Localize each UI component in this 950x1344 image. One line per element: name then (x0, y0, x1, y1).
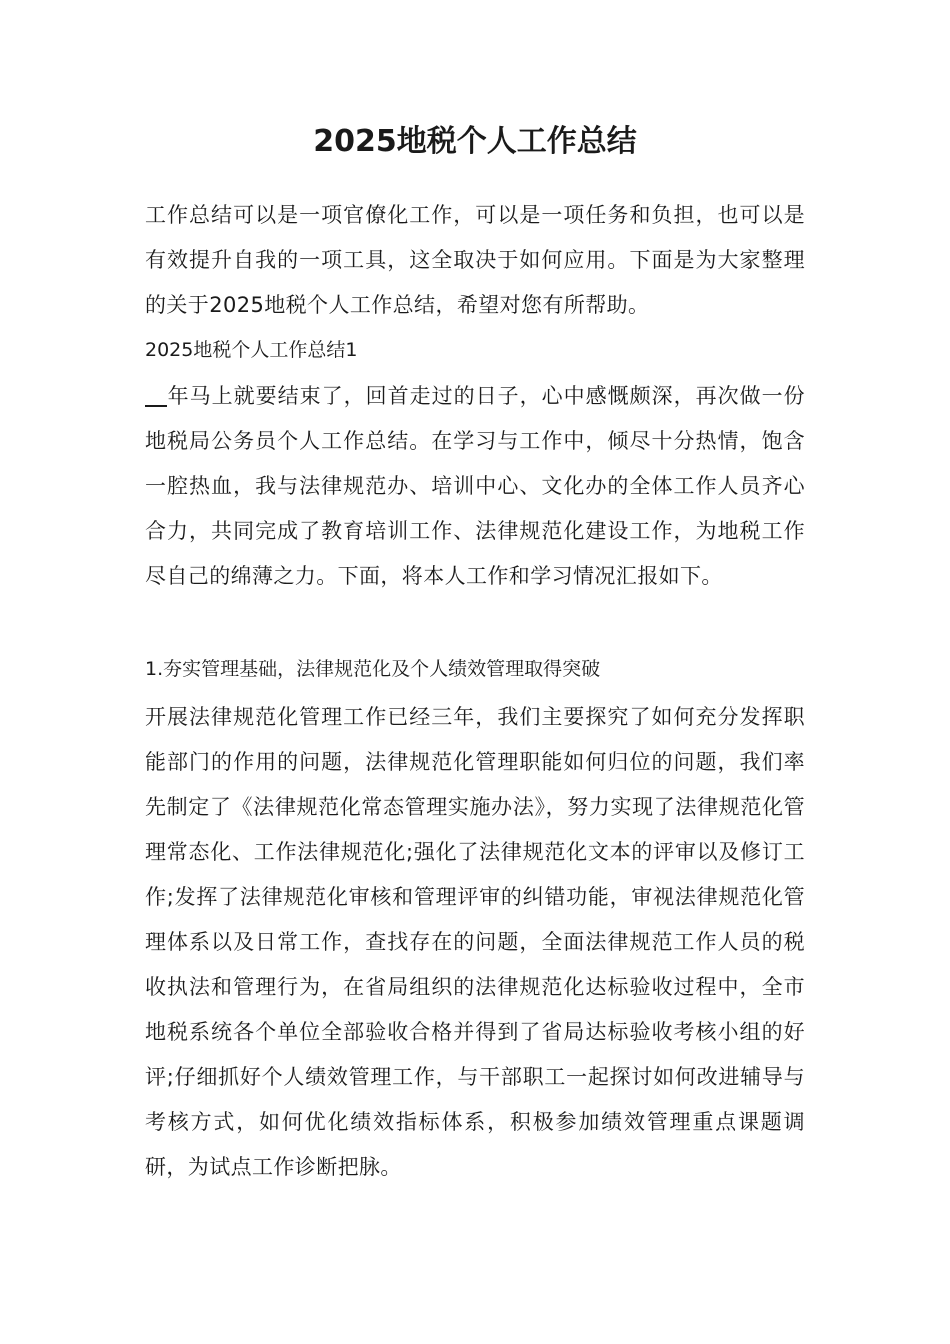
paragraph-1-text: 年马上就要结束了，回首走过的日子，心中感慨颇深，再次做一份地税局公务员个人工作总结。在学习与工作中，倾尽十分热情，饱含一腔热血，我与法律规范办、培训中心、文化办的全体工作人员齐心合力，共同完成了教育培训工作、法律规范化建设工作，为地税工作尽自己的绵薄之力。下面，将本人工作和学习情况汇报如下。 (145, 384, 805, 588)
document-title: 2025地税个人工作总结 (313, 124, 637, 159)
paragraph-1 (145, 374, 805, 599)
section-heading: 2025地税个人工作总结1 (145, 339, 358, 361)
fill-in-blank (145, 383, 167, 407)
subheading-1: 1.夯实管理基础，法律规范化及个人绩效管理取得突破 (145, 658, 601, 680)
paragraph-2: 开展法律规范化管理工作已经三年，我们主要探究了如何充分发挥职能部门的作用的问题，法律规范化管理职能如何归位的问题，我们率先制定了《法律规范化常态管理实施办法》，努力实现了法律规范化管理常态化、工作法律规范化;强化了法律规范化文本的评审以及修订工作;发挥了法律规范化审核和管理评审的纠错功能，审视法律规范化管理体系以及日常工作，查找存在的问题，全面法律规范工作人员的税收执法和管理行为，在省局组织的法律规范化达标验收过程中，全市地税系统各个单位全部验收合格并得到了省局达标验收考核小组的好评;仔细抓好个人绩效管理工作，与干部职工一起探讨如何改进辅导与考核方式，如何优化绩效指标体系，积极参加绩效管理重点课题调研，为试点工作诊断把脉。 (145, 705, 805, 1179)
intro-paragraph: 工作总结可以是一项官僚化工作，可以是一项任务和负担，也可以是有效提升自我的一项工具，这全取决于如何应用。下面是为大家整理的关于2025地税个人工作总结，希望对您有所帮助。 (145, 203, 805, 317)
